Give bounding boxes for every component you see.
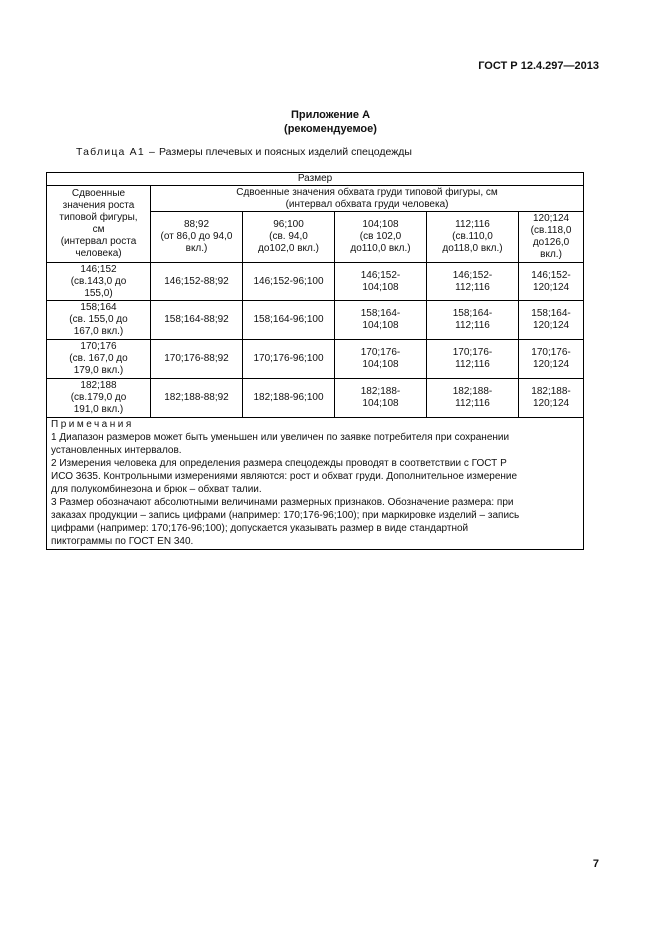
text-line: Сдвоенные — [71, 188, 126, 199]
text-line: 170;176-88;92 — [164, 353, 229, 364]
text-line: 158;164-88;92 — [164, 314, 229, 325]
header-chest-120-124 — [519, 212, 584, 263]
table-notes — [47, 418, 584, 550]
text-line: пиктограммы по ГОСТ EN 340. — [51, 536, 194, 547]
text-line: человека) — [75, 248, 122, 259]
text-line: (св. 155,0 до — [69, 314, 128, 325]
size-cell — [335, 379, 427, 418]
text-line: 2 Измерения человека для определения размера спецодежды проводят в соответствии с ГОСТ Р — [51, 458, 507, 469]
size-cell — [427, 263, 519, 301]
text-line: 170;176- — [531, 347, 571, 358]
header-chest-112-116 — [427, 212, 519, 263]
text-line: 104;108 — [362, 320, 399, 331]
table-row — [47, 379, 584, 418]
text-line: (св.118,0 — [530, 225, 572, 236]
text-line: 1 Диапазон размеров может быть уменьшен или увеличен по заявке потребителя при сохранении — [51, 432, 510, 443]
notes-title: Примечания — [51, 419, 134, 430]
text-line: Сдвоенные значения обхвата груди типовой фигуры, см — [236, 186, 498, 198]
size-cell — [151, 379, 243, 418]
text-line: (св.143,0 до — [70, 275, 127, 287]
text-line: заказах продукции – запись цифрами (например: 170;176-96;100); при маркировке изделий – запись — [51, 510, 520, 521]
text-line: 170;176- — [360, 347, 401, 358]
text-line: до110,0 вкл.) — [350, 243, 411, 254]
size-cell — [151, 340, 243, 379]
table-caption — [76, 146, 412, 158]
text-line: 112;116 — [455, 281, 490, 293]
text-line: значения роста — [62, 200, 135, 211]
text-line: 112;116 — [455, 320, 490, 331]
text-line: 104;108 — [362, 359, 399, 370]
header-chest-88-92 — [151, 212, 243, 263]
text-line: 158;164- — [452, 308, 493, 319]
row-height-cell — [47, 263, 151, 301]
text-line: 182;188- — [531, 386, 571, 397]
text-line: 158;164-96;100 — [253, 314, 324, 325]
text-line: 112;116 — [455, 219, 490, 230]
text-line: 158;164 — [80, 302, 117, 313]
text-line: 104;108 — [362, 398, 399, 409]
size-cell — [519, 379, 584, 418]
text-line: 120;124 — [532, 320, 570, 331]
text-line: 191,0 вкл.) — [73, 404, 124, 415]
text-line: 182;188 — [80, 380, 117, 391]
text-line: до118,0 вкл.) — [442, 243, 503, 254]
text-line: 120;124 — [532, 398, 570, 409]
standard-code: ГОСТ Р 12.4.297—2013 — [478, 60, 599, 72]
header-size: Размер — [47, 173, 584, 186]
text-line: 120;124 — [532, 213, 570, 224]
text-line: 155,0) — [84, 287, 113, 299]
text-line: (св 102,0 — [359, 231, 402, 242]
size-cell — [519, 301, 584, 340]
text-line: 120;124 — [532, 281, 570, 293]
text-line: (интервал роста — [60, 236, 137, 247]
text-line: 120;124 — [532, 359, 570, 370]
table-header-row — [47, 173, 584, 186]
text-line: ИСО 3635. Контрольными измерениями являются: рост и обхват груди. Дополнительное измерение — [51, 471, 518, 482]
size-cell — [335, 301, 427, 340]
text-line: 158;164- — [531, 308, 571, 319]
text-line: до126,0 — [532, 237, 570, 248]
text-line: 167,0 вкл.) — [73, 326, 124, 337]
header-chest-104-108 — [335, 212, 427, 263]
text-line: (св.179,0 до — [70, 392, 127, 403]
text-line: 112;116 — [455, 359, 490, 370]
text-line: 104;108 — [362, 219, 399, 230]
text-line: 88;92 — [183, 219, 210, 230]
appendix-title: Приложение А — [290, 109, 371, 121]
text-line: (св. 94,0 — [269, 231, 308, 242]
page-number: 7 — [592, 858, 599, 870]
text-line: 146;152- — [360, 269, 401, 281]
table-caption-text: Размеры плечевых и поясных изделий спецодежды — [159, 146, 412, 158]
text-line: 170;176- — [452, 347, 493, 358]
text-line: 158;164- — [360, 308, 401, 319]
text-line: 112;116 — [455, 398, 490, 409]
text-line: 146;152-88;92 — [164, 275, 229, 287]
text-line: 96;100 — [273, 219, 304, 230]
size-cell — [427, 379, 519, 418]
size-cell — [243, 379, 335, 418]
text-line: 104;108 — [362, 281, 399, 293]
appendix-status: (рекомендуемое) — [284, 123, 377, 135]
appendix-heading — [0, 108, 661, 136]
text-line: 182;188- — [452, 386, 493, 397]
table-caption-label: Таблица А1 – — [76, 146, 157, 158]
size-table — [46, 172, 584, 550]
size-cell — [519, 340, 584, 379]
size-cell — [335, 340, 427, 379]
table-header-row — [47, 186, 584, 212]
text-line: 146;152- — [531, 269, 571, 281]
table-row — [47, 263, 584, 301]
text-line: для полукомбинезона и брюк – обхват талии. — [51, 484, 262, 495]
text-line: 170;176-96;100 — [253, 353, 324, 364]
text-line: 182;188-96;100 — [253, 392, 324, 403]
notes-body — [51, 431, 579, 548]
size-cell — [243, 301, 335, 340]
text-line: 182;188-88;92 — [164, 392, 229, 403]
text-line: типовой фигуры, — [59, 212, 138, 223]
text-line: вкл.) — [540, 249, 562, 260]
header-chest-group — [151, 186, 584, 212]
size-cell — [243, 340, 335, 379]
header-chest-96-100 — [243, 212, 335, 263]
text-line: 179,0 вкл.) — [73, 365, 124, 376]
text-line: 170;176 — [80, 341, 117, 352]
row-height-cell — [47, 379, 151, 418]
table-row — [47, 301, 584, 340]
header-height-column — [47, 186, 151, 263]
size-cell — [151, 263, 243, 301]
size-cell — [519, 263, 584, 301]
text-line: (интервал обхвата груди человека) — [285, 198, 449, 210]
text-line: (св. 167,0 до — [69, 353, 128, 364]
size-cell — [427, 340, 519, 379]
text-line: установленных интервалов. — [51, 445, 182, 456]
text-line: 182;188- — [360, 386, 401, 397]
notes-row — [47, 418, 584, 550]
text-line: до102,0 вкл.) — [258, 243, 319, 254]
text-line: цифрами (например: 170;176-96;100); допускается указывать размер в виде стандартной — [51, 523, 469, 534]
text-line: (от 86,0 до 94,0 — [160, 231, 233, 242]
table-row — [47, 340, 584, 379]
text-line: 3 Размер обозначают абсолютными величинами размерных признаков. Обозначение размера: при — [51, 497, 514, 508]
size-cell — [151, 301, 243, 340]
row-height-cell — [47, 301, 151, 340]
size-cell — [243, 263, 335, 301]
text-line: см — [92, 224, 105, 235]
size-cell — [335, 263, 427, 301]
text-line: вкл.) — [185, 243, 208, 254]
size-cell — [427, 301, 519, 340]
text-line: 146;152 — [80, 263, 117, 275]
row-height-cell — [47, 340, 151, 379]
text-line: 146;152-96;100 — [253, 275, 324, 287]
text-line: (св.110,0 — [452, 231, 493, 242]
text-line: 146;152- — [452, 269, 493, 281]
